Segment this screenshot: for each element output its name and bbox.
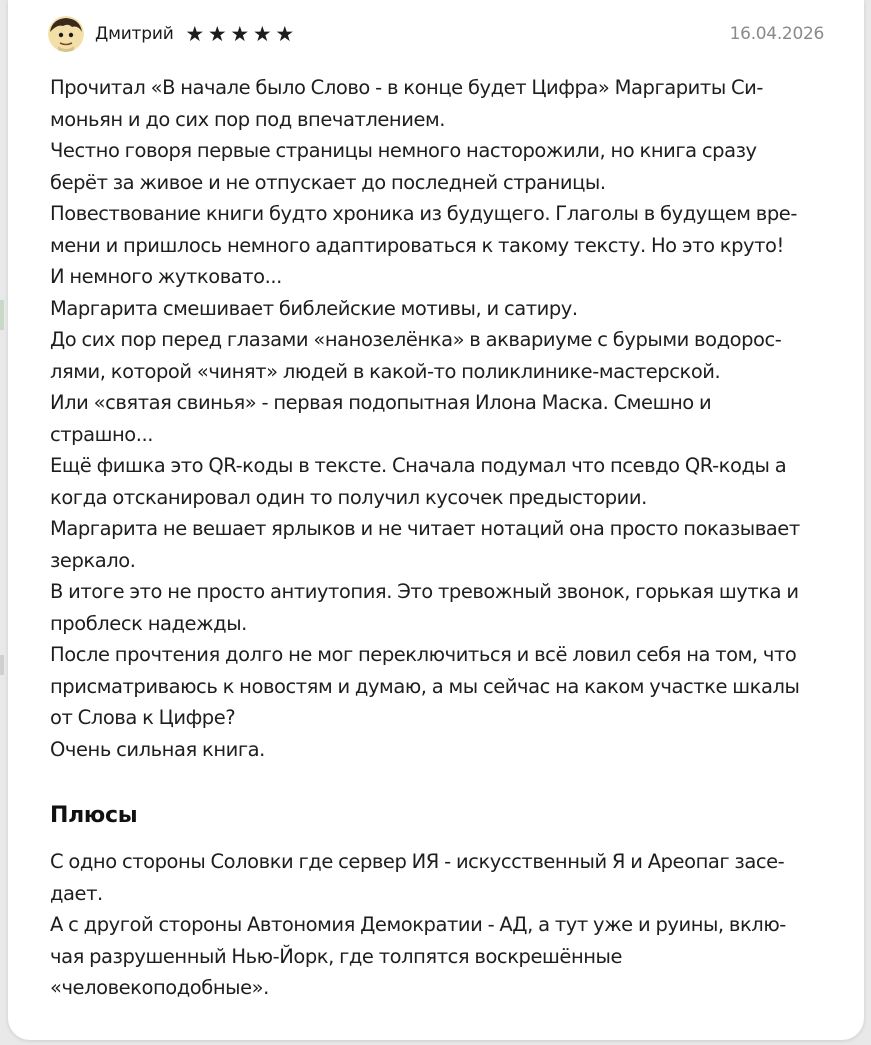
review-text-line: Ещё фишка это QR-коды в тексте. Сначала подумал что псевдо QR-коды а xyxy=(50,454,787,477)
review-text-line: моньян и до сих пор под впечатлением. xyxy=(50,107,446,131)
star-filled-icon: ★ xyxy=(275,21,295,46)
review-text-line: зеркало. xyxy=(50,548,136,572)
review-text-line: В итоге это не просто антиутопия. Это тревожный звонок, горькая шутка и xyxy=(50,580,799,603)
review-text-line: Прочитал «В начале было Слово - в конце будет Цифра» Маргариты Си- xyxy=(50,76,763,99)
pros-text-line: «человекоподобные». xyxy=(50,976,269,999)
review-text-line: Очень сильная книга. xyxy=(50,737,265,761)
pros-text-line: А с другой стороны Автономия Демократии - АД, а тут уже и руины, вклю- xyxy=(50,913,786,936)
review-text xyxy=(50,72,840,765)
review-text-line: Повествование книги будто хроника из будущего. Глаголы в будущем вре- xyxy=(50,202,797,225)
review-card xyxy=(8,0,864,1040)
review-text-line: когда отсканировал один то получил кусочек предыстории. xyxy=(50,485,647,509)
review-text-line: присматриваюсь к новостям и думаю, а мы сейчас на каком участке шкалы xyxy=(50,674,800,698)
review-text-line: После прочтения долго не мог переключиться и всё ловил себя на том, что xyxy=(50,643,797,666)
background-edge xyxy=(0,300,4,330)
pros-heading: Плюсы xyxy=(50,803,138,828)
review-text-line: Маргарита не вешает ярлыков и не читает нотаций она просто показывает xyxy=(50,517,800,540)
avatar[interactable] xyxy=(48,16,84,52)
rating-stars xyxy=(184,21,297,46)
author-name[interactable]: Дмитрий xyxy=(95,24,174,44)
review-text-line: Честно говоря первые страницы немного насторожили, но книга сразу xyxy=(50,139,757,162)
cartoon-face-avatar-icon xyxy=(48,16,84,52)
review-text-line: проблеск надежды. xyxy=(50,611,247,635)
star-filled-icon: ★ xyxy=(207,21,227,46)
pros-text-line: С одно стороны Соловки где сервер ИЯ - искусственный Я и Ареопаг засе- xyxy=(50,850,785,873)
background-edge xyxy=(0,655,4,675)
review-text-line: мени и пришлось немного адаптироваться к такому тексту. Но это круто! xyxy=(50,233,784,257)
review-text-line: И немного жутковато... xyxy=(50,265,282,288)
pros-text-line: чая разрушенный Нью-Йорк, где толпятся воскрешённые xyxy=(50,944,623,968)
review-header xyxy=(48,14,824,54)
star-filled-icon: ★ xyxy=(230,21,250,46)
review-text-line: До сих пор перед глазами «нанозелёнка» в аквариуме с бурыми водорос- xyxy=(50,328,782,351)
review-text-line: страшно... xyxy=(50,422,154,446)
star-filled-icon: ★ xyxy=(185,21,205,46)
review-text-line: от Слова к Цифре? xyxy=(50,706,236,729)
review-text-line: берёт за живое и не отпускает до последней страницы. xyxy=(50,170,606,194)
review-text-line: Или «святая свинья» - первая подопытная Илона Маска. Смешно и xyxy=(50,391,712,414)
pros-text xyxy=(50,846,840,1004)
review-text-line: Маргарита смешивает библейские мотивы, и сатиру. xyxy=(50,296,578,320)
star-filled-icon: ★ xyxy=(252,21,272,46)
review-date: 16.04.2026 xyxy=(729,24,824,44)
pros-text-line: дает. xyxy=(50,881,103,905)
review-text-line: лями, которой «чинят» людей в какой-то поликлинике-мастерской. xyxy=(50,359,721,383)
